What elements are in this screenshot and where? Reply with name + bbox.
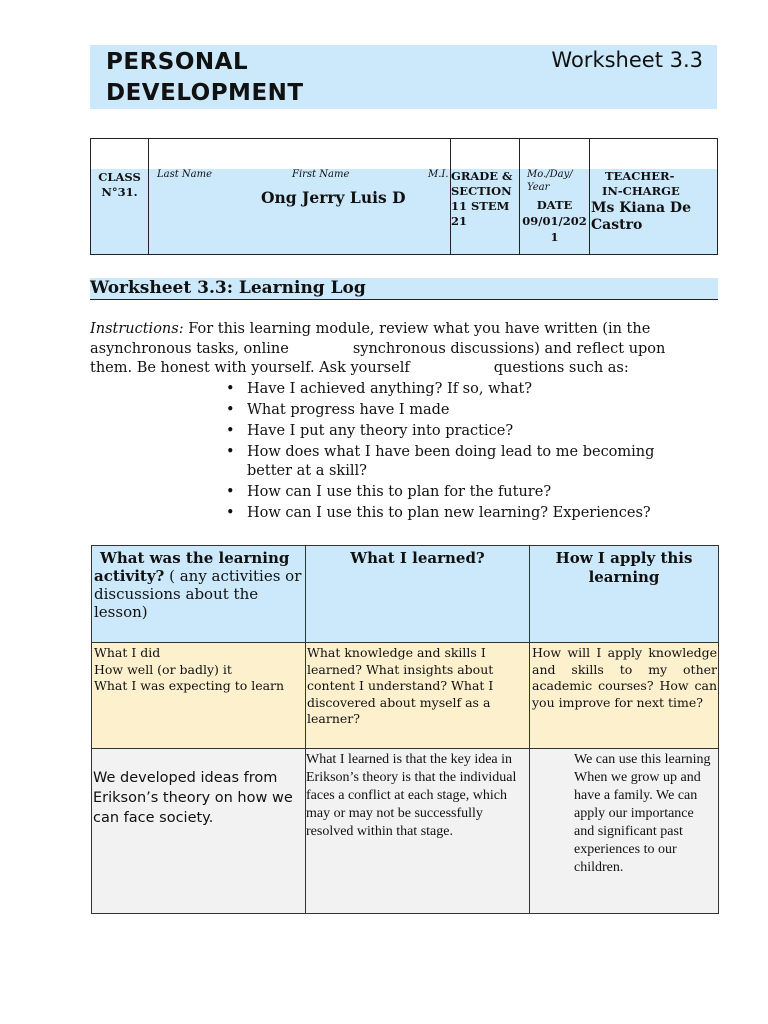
list-item: • How can I use this to plan new learning? Experiences?: [226, 504, 686, 523]
answer-apply: We can use this learning When we grow up and have a family. We can apply our importance and significant past experiences to our children.: [574, 752, 711, 875]
list-item: • What progress have I made: [226, 401, 686, 420]
list-item: • Have I achieved anything? If so, what?: [226, 380, 686, 399]
student-info-table: [90, 138, 718, 255]
instructions-paragraph: Instructions: For this learning module, review what you have written (in the asynchronous tasks, online synchronous discussions) and reflect upon them. Be honest with yourself. Ask yourself questions such as:: [90, 321, 666, 376]
guide-learned: What knowledge and skills I learned? What insights about content I understand? What I discovered about myself as a learner?: [307, 645, 494, 726]
info-divider: [148, 139, 149, 254]
class-number-label: CLASS N°31.: [98, 170, 141, 199]
row-divider: [92, 642, 718, 643]
title-line-2: DEVELOPMENT: [106, 80, 304, 106]
reflection-questions: [226, 380, 686, 525]
guide-apply: How will I apply knowledge and skills to my other academic courses? How can you improve for next time?: [532, 645, 717, 710]
list-item: • How does what I have been doing lead to me becoming better at a skill?: [226, 443, 686, 480]
teacher-label: TEACHER- IN-CHARGE: [602, 169, 680, 198]
first-name-label: First Name: [292, 169, 350, 180]
guide-activity: What I did How well (or badly) it What I was expecting to learn: [94, 645, 285, 693]
row-divider: [92, 748, 718, 749]
date-value-cell: DATE 09/01/202 1: [520, 197, 589, 245]
middle-initial-label: M.I.: [428, 169, 449, 180]
title-banner: [90, 45, 717, 109]
section-heading: Worksheet 3.3: Learning Log: [90, 278, 718, 300]
grade-section-cell: GRADE & SECTION 11 STEM 21: [451, 169, 519, 229]
list-item: • Have I put any theory into practice?: [226, 422, 686, 441]
answer-learned: What I learned is that the key idea in Erikson’s theory is that the individual faces a conflict at each stage, which may or may not be successfully resolved within that stage.: [306, 752, 517, 839]
column-header-activity: What was the learning activity? ( any activities or discussions about the lesson): [94, 549, 302, 621]
column-divider: [529, 546, 530, 913]
title-line-1: PERSONAL: [106, 49, 249, 75]
instructions-label: Instructions:: [90, 321, 184, 337]
column-header-learned: What I learned?: [350, 549, 485, 567]
date-value: 09/01/202: [522, 214, 587, 228]
document-title: [106, 47, 366, 109]
list-item: • How can I use this to plan for the future?: [226, 483, 686, 502]
column-header-apply: How I apply this learning: [555, 549, 693, 586]
answer-activity: We developed ideas from Erikson’s theory on how we can face society.: [93, 770, 293, 826]
student-name: Ong Jerry Luis D: [261, 188, 406, 207]
grade-section-value: 11 STEM: [451, 199, 510, 213]
info-top-row: [91, 139, 717, 170]
learning-log-table: [91, 545, 719, 914]
info-divider: [589, 139, 590, 254]
worksheet-number: Worksheet 3.3: [551, 48, 703, 72]
date-cell: Mo./Day/ Year: [527, 169, 573, 193]
column-divider: [305, 546, 306, 913]
teacher-name: Ms Kiana De Castro: [591, 200, 691, 233]
last-name-label: Last Name: [157, 169, 213, 180]
